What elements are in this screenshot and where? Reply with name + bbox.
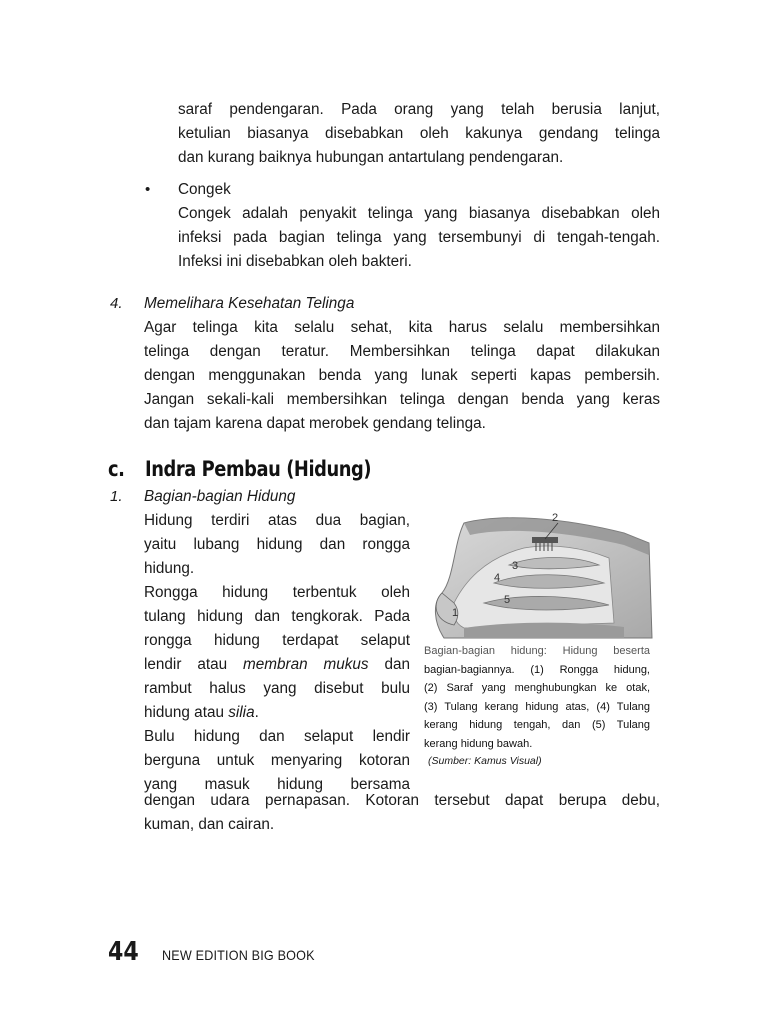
bullet-marker: • — [145, 181, 151, 198]
figure-label-5: 5 — [504, 594, 511, 606]
caption-line: (2) Saraf yang menghubungkan ke otak, — [424, 682, 650, 695]
text-line: yaitu lubang hidung dan rongga — [144, 536, 410, 553]
text-line: ketulian biasanya disebabkan oleh kakunya gendang telinga — [178, 125, 660, 142]
text-line: kuman, dan cairan. — [144, 816, 275, 833]
continued-paragraph — [178, 98, 660, 170]
text-run: . — [254, 704, 259, 721]
text-line: Congek adalah penyakit telinga yang biasanya disebabkan oleh — [178, 205, 660, 222]
text-line: Hidung terdiri atas dua bagian, — [144, 512, 410, 529]
text-line: hidung. — [144, 560, 195, 577]
nose-cross-section-illustration — [424, 503, 654, 641]
text-line: Agar telinga kita selalu sehat, kita harus selalu membersihkan — [144, 319, 660, 336]
list-number-4: 4. — [110, 295, 123, 312]
text-line: Bulu hidung dan selaput lendir — [144, 728, 410, 745]
text-line: Jangan sekali-kali membersihkan telinga dengan benda yang keras — [144, 391, 660, 408]
text-line: dan tajam karena dapat merobek gendang telinga. — [144, 415, 486, 432]
item1-paragraph-wide — [144, 789, 660, 837]
caption-line: Bagian-bagian hidung: Hidung beserta — [424, 645, 650, 657]
text-line: dengan menggunakan benda yang lunak seperti kapas pembersih. — [144, 367, 660, 384]
term-silia: silia — [228, 704, 255, 721]
text-line: dengan udara pernapasan. Kotoran tersebut dapat berupa debu, — [144, 792, 660, 809]
text-line: berguna untuk menyaring kotoran — [144, 752, 410, 769]
list-number-1: 1. — [110, 488, 123, 505]
text-line: infeksi pada bagian telinga yang tersembunyi di tengah-tengah. — [178, 229, 660, 246]
nose-anatomy-figure — [424, 503, 654, 641]
text-line: tulang hidung dan tengkorak. Pada — [144, 608, 410, 625]
congek-paragraph — [178, 202, 660, 274]
page-number: 44 — [108, 937, 139, 967]
text-run: hidung atau — [144, 704, 229, 721]
caption-line: kerang hidung tengah, dan (5) Tulang — [424, 719, 650, 732]
item1-title: Bagian-bagian Hidung — [144, 488, 296, 505]
text-line — [144, 701, 410, 725]
figure-source: (Sumber: Kamus Visual) — [428, 755, 542, 767]
figure-label-1: 1 — [452, 607, 459, 619]
text-run: dan — [368, 656, 411, 673]
text-line: Rongga hidung terbentuk oleh — [144, 584, 410, 601]
text-line: Infeksi ini disebabkan oleh bakteri. — [178, 253, 412, 270]
bullet-heading-congek: Congek — [178, 181, 231, 198]
figure-label-3: 3 — [512, 560, 519, 572]
text-run: lendir atau — [144, 656, 243, 673]
text-line: rongga hidung terdapat selaput — [144, 632, 410, 649]
text-line: telinga dengan teratur. Membersihkan telinga dapat dilakukan — [144, 343, 660, 360]
figure-label-4: 4 — [494, 572, 501, 584]
book-title: NEW EDITION BIG BOOK — [162, 947, 315, 963]
text-line: saraf pendengaran. Pada orang yang telah berusia lanjut, — [178, 101, 660, 118]
caption-line: kerang hidung bawah. — [424, 737, 533, 750]
caption-line: (3) Tulang kerang hidung atas, (4) Tulang — [424, 700, 650, 713]
item1-paragraph-narrow — [144, 509, 410, 797]
text-line: yang masuk hidung bersama — [144, 776, 410, 793]
section-letter: c. — [108, 457, 125, 481]
item4-title: Memelihara Kesehatan Telinga — [144, 295, 355, 312]
item4-paragraph — [144, 316, 660, 436]
text-line — [144, 653, 410, 677]
section-title: Indra Pembau (Hidung) — [145, 457, 372, 481]
figure-caption — [424, 642, 650, 754]
text-line: dan kurang baiknya hubungan antartulang pendengaran. — [178, 149, 564, 166]
caption-line: bagian-bagiannya. (1) Rongga hidung, — [424, 663, 650, 676]
term-membran-mukus: membran mukus — [243, 656, 369, 673]
text-line: rambut halus yang disebut bulu — [144, 680, 410, 697]
figure-label-2: 2 — [552, 512, 559, 524]
